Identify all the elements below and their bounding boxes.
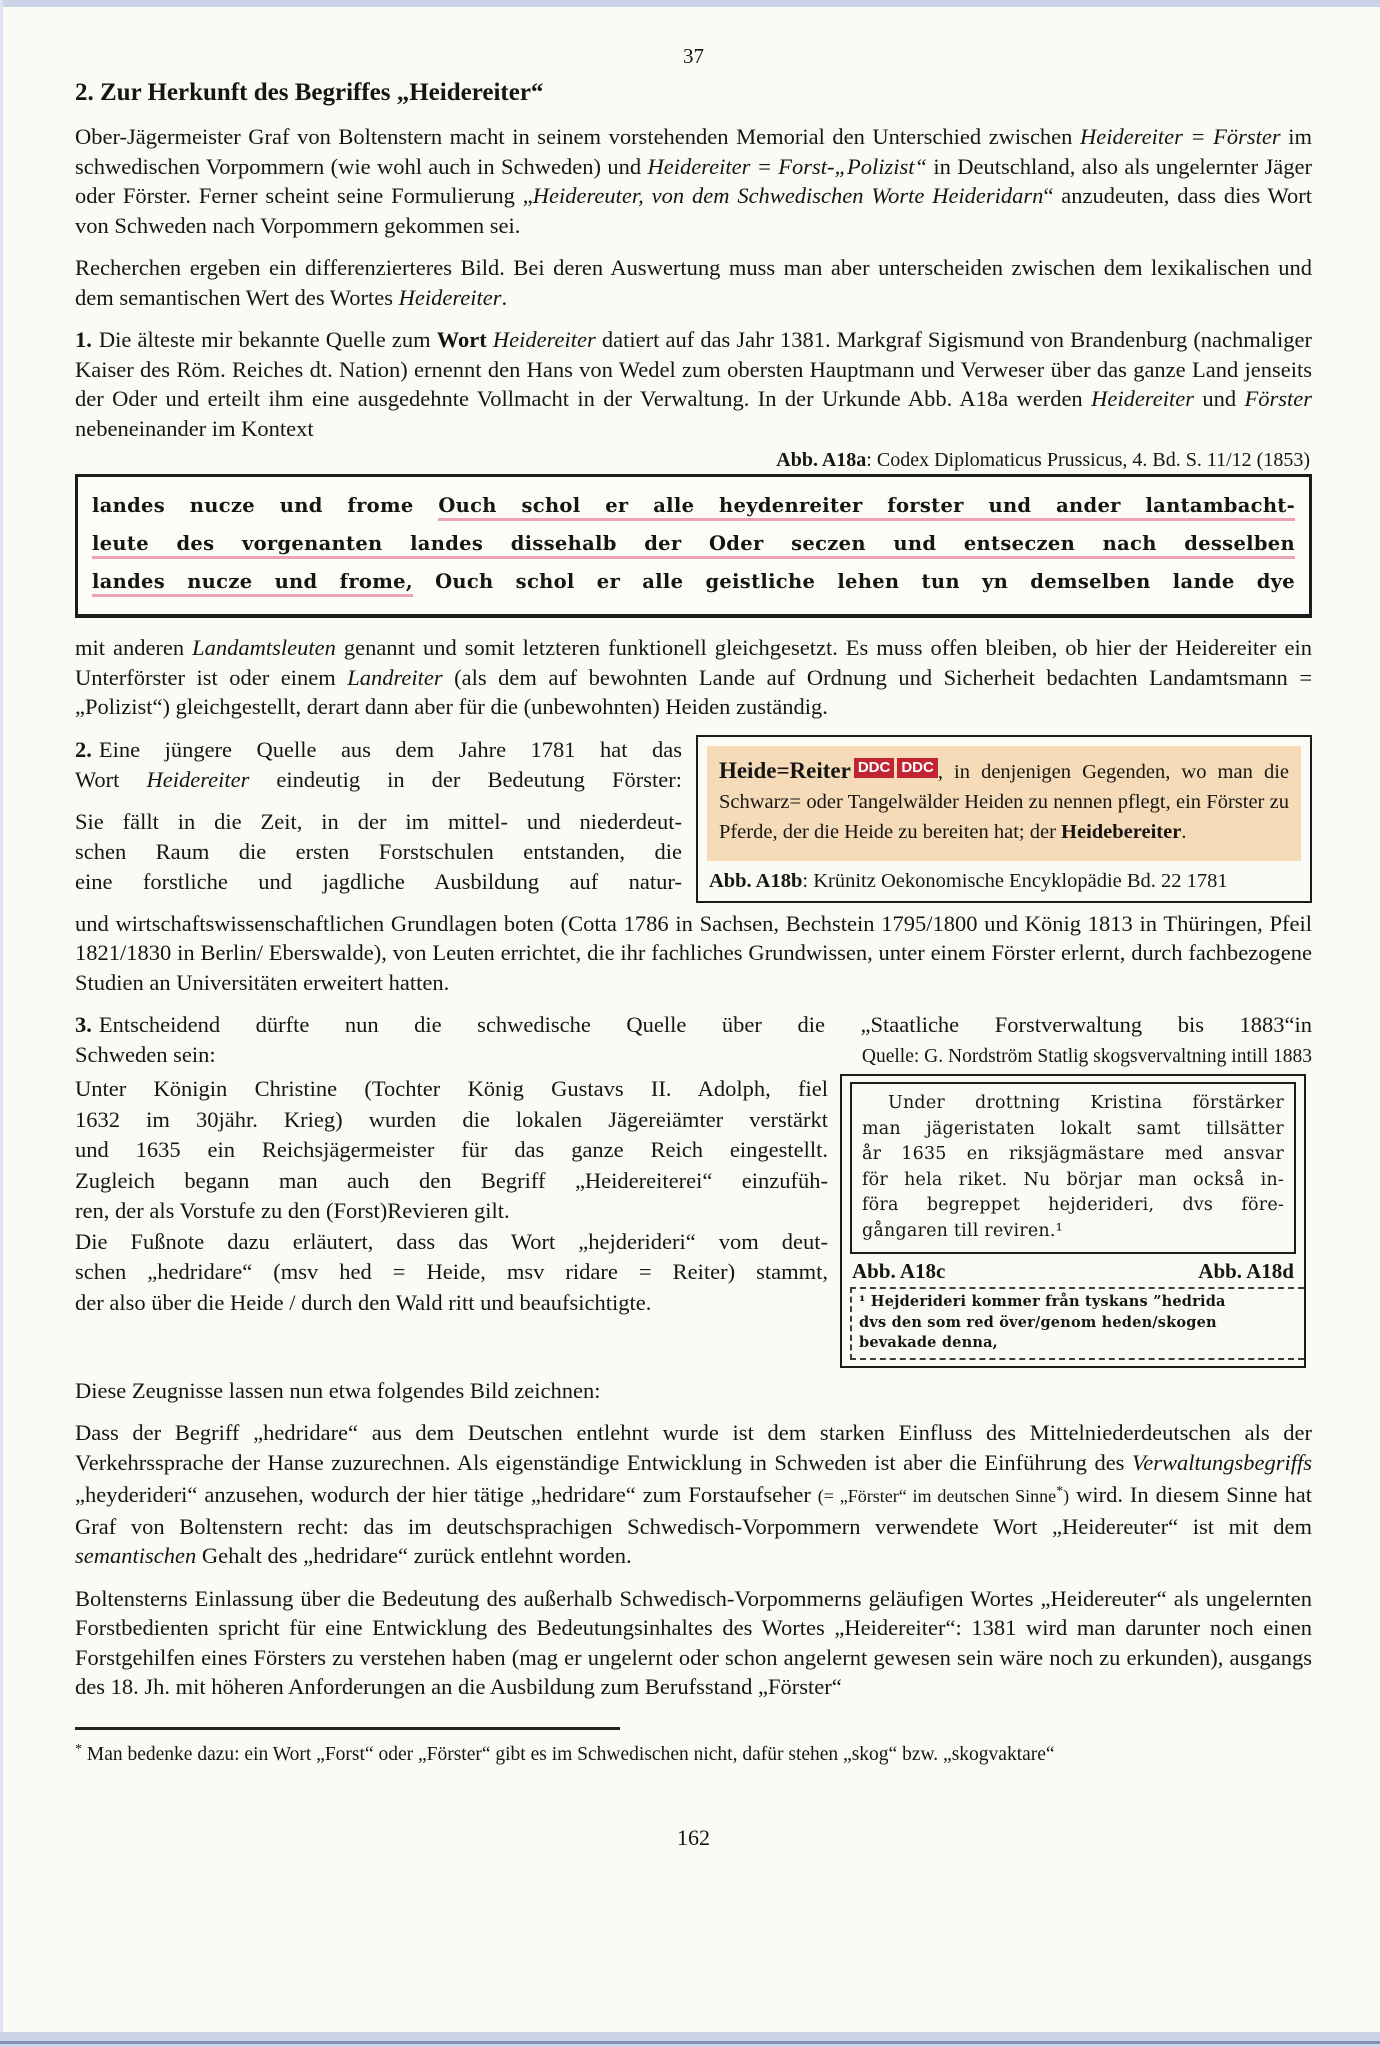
figure-a18b-excerpt: Heide=Reiter DDC DDC , in denjenigen Gegenden, wo man die Schwarz= oder Tangelwälder Heiden zu nennen pflegt, ein Förster zu Pferde, der die Heide zu bereiten hat; der Heidebereiter. bbox=[707, 746, 1301, 861]
figure-a18b-caption: Abb. A18b: Krünitz Oekonomische Encyklopädie Bd. 22 1781 bbox=[708, 869, 1228, 892]
paragraph-landamtsleute: mit anderen Landamtsleuten genannt und somit letzteren funktionell gleichgesetzt. Es muss offen bleiben, ob hier der Heidereiter ein Unterförster ist oder einem Landreiter (als dem auf bewohnten Lande auf Ordnung und Sicherheit bedachten Landamtsmann = „Polizist“) gleichgestellt, derart dann aber für die (unbewohnten) Heiden zuständig. bbox=[75, 635, 1313, 719]
paragraph-item1: 1. Die älteste mir bekannte Quelle zum Wort Heidereiter datiert auf das Jahr 1381. Markgraf Sigismund von Brandenburg (nachmaliger Kaiser des Röm. Reiches dt. Nation) ernennt den Hans von Wedel zum obersten Hauptmann und Verweser über das ganze Land jenseits der Oder und erteilt ihm eine ausgedehnte Vollmacht in der Verwaltung. In der Urkunde Abb. A18a werden Heidereiter und Förster nebeneinander im Kontext bbox=[75, 327, 1312, 441]
facsimile-line: landes nucze und frome Ouch schol er alle heydenreiter forster und ander lantambacht- bbox=[92, 487, 1295, 525]
paragraph-zeugnisse: Diese Zeugnisse lassen nun etwa folgendes Bild zeichnen: bbox=[75, 1377, 601, 1403]
ddc-badge: DDC bbox=[897, 758, 938, 778]
figure-labels bbox=[850, 1254, 1296, 1287]
scan-edge-bottom bbox=[0, 2032, 1380, 2047]
facsimile-line: landes nucze und frome, Ouch schol er alle geistliche lehen tun yn demselben lande dye bbox=[92, 563, 1295, 601]
figure-a18a-facsimile bbox=[75, 474, 1312, 618]
figure-a18a-caption: Abb. A18a: Codex Diplomaticus Prussicus, 4. Bd. S. 11/12 (1853) bbox=[776, 449, 1310, 471]
paragraph-boltenstern: Boltensterns Einlassung über die Bedeutung des außerhalb Schwedisch-Vorpommerns geläufigen Wortes „Heidereuter“ als ungelernten Forstbedienten spricht für eine Entwicklung des Bedeutungsinhaltes des Wortes „Heidereiter“: 1381 wird man darunter noch einen Forstgehilfen eines Försters zu verstehen haben (mag er ungelernt oder schon angelernt gewesen sein wäre noch zu erkunden), ausgangs des 18. Jh. mit höheren Anforderungen an die Ausbildung zum Berufsstand „Förster“ bbox=[75, 1585, 1312, 1699]
dictionary-term: Heide=Reiter bbox=[718, 757, 851, 783]
paragraph-item3-line2: Schweden sein: Quelle: G. Nordström Statlig skogsvervaltning intill 1883 bbox=[75, 1040, 1312, 1072]
item2-row bbox=[75, 735, 1312, 903]
paragraph-item3-line1: 3. Entscheidend dürfte nun die schwedische Quelle über die „Staatliche Forstverwaltung bis 1883“in bbox=[75, 1012, 1312, 1037]
swedish-source-excerpt: Under drottning Kristina förstärker man jägeristaten lokalt samt tillsätter år 1635 en riksjägmästare med ansvar för hela riket. Nu börjar man också in- föra begreppet hejderideri, dvs före- gångaren till reviren.¹ bbox=[850, 1082, 1296, 1254]
paragraph-forstschulen: und wirtschaftswissenschaftlichen Grundlagen boten (Cotta 1786 in Sachsen, Bechstein 1795/1800 und König 1813 in Thüringen, Pfeil 1821/1830 in Berlin/ Eberswalde), von Leuten errichtet, die ihr fachliches Grundwissen, unter einem Förster erlernt, durch fachbezogene Studien an Universitäten erweitert hatten. bbox=[75, 910, 1312, 995]
footnote: * Man bedenke dazu: ein Wort „Forst“ oder „Förster“ gibt es im Schwedischen nicht, dafür stehen „skog“ bzw. „skogvaktare“ bbox=[75, 1741, 1055, 1765]
paragraph-recherchen: Recherchen ergeben ein differenzierteres Bild. Bei deren Auswertung muss man aber unterscheiden zwischen dem lexikalischen und dem semantischen Wert des Wortes Heidereiter. bbox=[75, 255, 1312, 310]
item1-number: 1. bbox=[75, 327, 92, 352]
section-heading: 2. Zur Herkunft des Begriffes „Heidereiter“ bbox=[75, 79, 544, 106]
scan-edge-left bbox=[0, 0, 3, 2047]
footnote-separator bbox=[75, 1727, 620, 1730]
figure-a18d-label: Abb. A18d bbox=[1198, 1259, 1294, 1283]
figure-a18c-label: Abb. A18c bbox=[852, 1259, 946, 1283]
facsimile-line: leute des vorgenanten landes dissehalb der Oder seczen und entseczen nach desselben bbox=[92, 525, 1295, 563]
scan-edge-top bbox=[0, 0, 1380, 7]
swedish-footnote-excerpt: ¹ Hejderideri kommer från tyskans ”hedrida dvs den som red över/genom heden/skogen bevakade denna, bbox=[850, 1287, 1304, 1360]
paragraph-intro: Ober-Jägermeister Graf von Boltenstern macht in seinem vorstehenden Memorial den Unterschied zwischen Heidereiter = Förster im schwedischen Vorpommern (wie wohl auch in Schweden) und Heidereiter = Forst-„Polizist“ in Deutschland, also als ungelernter Jäger oder Förster. Ferner scheint seine Formulierung „Heidereuter, von dem Schwedischen Worte Heideridarn“ anzudeuten, dass dies Wort von Schweden nach Vorpommern gekommen sei. bbox=[75, 124, 1312, 238]
scan-edge-bottom-line bbox=[0, 2041, 1380, 2044]
page-number-bottom: 162 bbox=[677, 1824, 710, 1850]
page-number-top: 37 bbox=[683, 44, 704, 68]
item3-text-column: Unter Königin Christine (Tochter König Gustavs II. Adolph, fiel 1632 im 30jähr. Krieg) wurden die lokalen Jägereiämter verstärkt und 1635 ein Reichsjägermeister für das ganze Reich eingestellt. Zugleich begann man auch den Begriff „Heidereiterei“ einzufüh- ren, der als Vorstufe zu den (Forst)Revieren gilt. Die Fußnote dazu erläutert, dass das Wort „hejderideri“ vom deut- schen „hedridare“ (msv hed = Heide, msv ridare = Reiter) stammt, der also über die Heide / durch den Wald ritt und beaufsichtigte. bbox=[75, 1076, 828, 1315]
figure-a18b bbox=[696, 735, 1312, 903]
item3-number: 3. bbox=[75, 1012, 92, 1037]
figure-a18c-a18d bbox=[840, 1074, 1306, 1368]
item3-row bbox=[75, 1074, 1312, 1368]
source-caption: Quelle: G. Nordström Statlig skogsvervaltning intill 1883 bbox=[861, 1046, 1312, 1067]
document-page bbox=[75, 44, 1312, 1851]
paragraph-hedridare: Dass der Begriff „hedridare“ aus dem Deutschen entlehnt wurde ist dem starken Einfluss des Mittelniederdeutschen als der Verkehrssprache der Hanse zuzurechnen. Als eigenständige Entwicklung in Schweden ist aber die Einführung des Verwaltungsbegriffs „heyderideri“ anzusehen, wodurch der hier tätige „hedridare“ zum Forstaufseher (= „Förster“ im deutschen Sinne*) wird. In diesem Sinne hat Graf von Boltenstern recht: das im deutschsprachigen Schwedisch-Vorpommern verwendete Wort „Heidereuter“ ist mit dem semantischen Gehalt des „hedridare“ zurück entlehnt worden. bbox=[75, 1420, 1312, 1568]
item2-text-column: 2. Eine jüngere Quelle aus dem Jahre 1781 hat das Wort Heidereiter eindeutig in der Bedeutung Förster: Sie fällt in die Zeit, in der im mittel- und niederdeut- schen Raum die ersten Forstschulen entstanden, die eine forstliche und jagdliche Ausbildung auf natur- bbox=[75, 736, 682, 894]
item2-number: 2. bbox=[75, 736, 92, 762]
ddc-badge: DDC bbox=[854, 758, 895, 778]
